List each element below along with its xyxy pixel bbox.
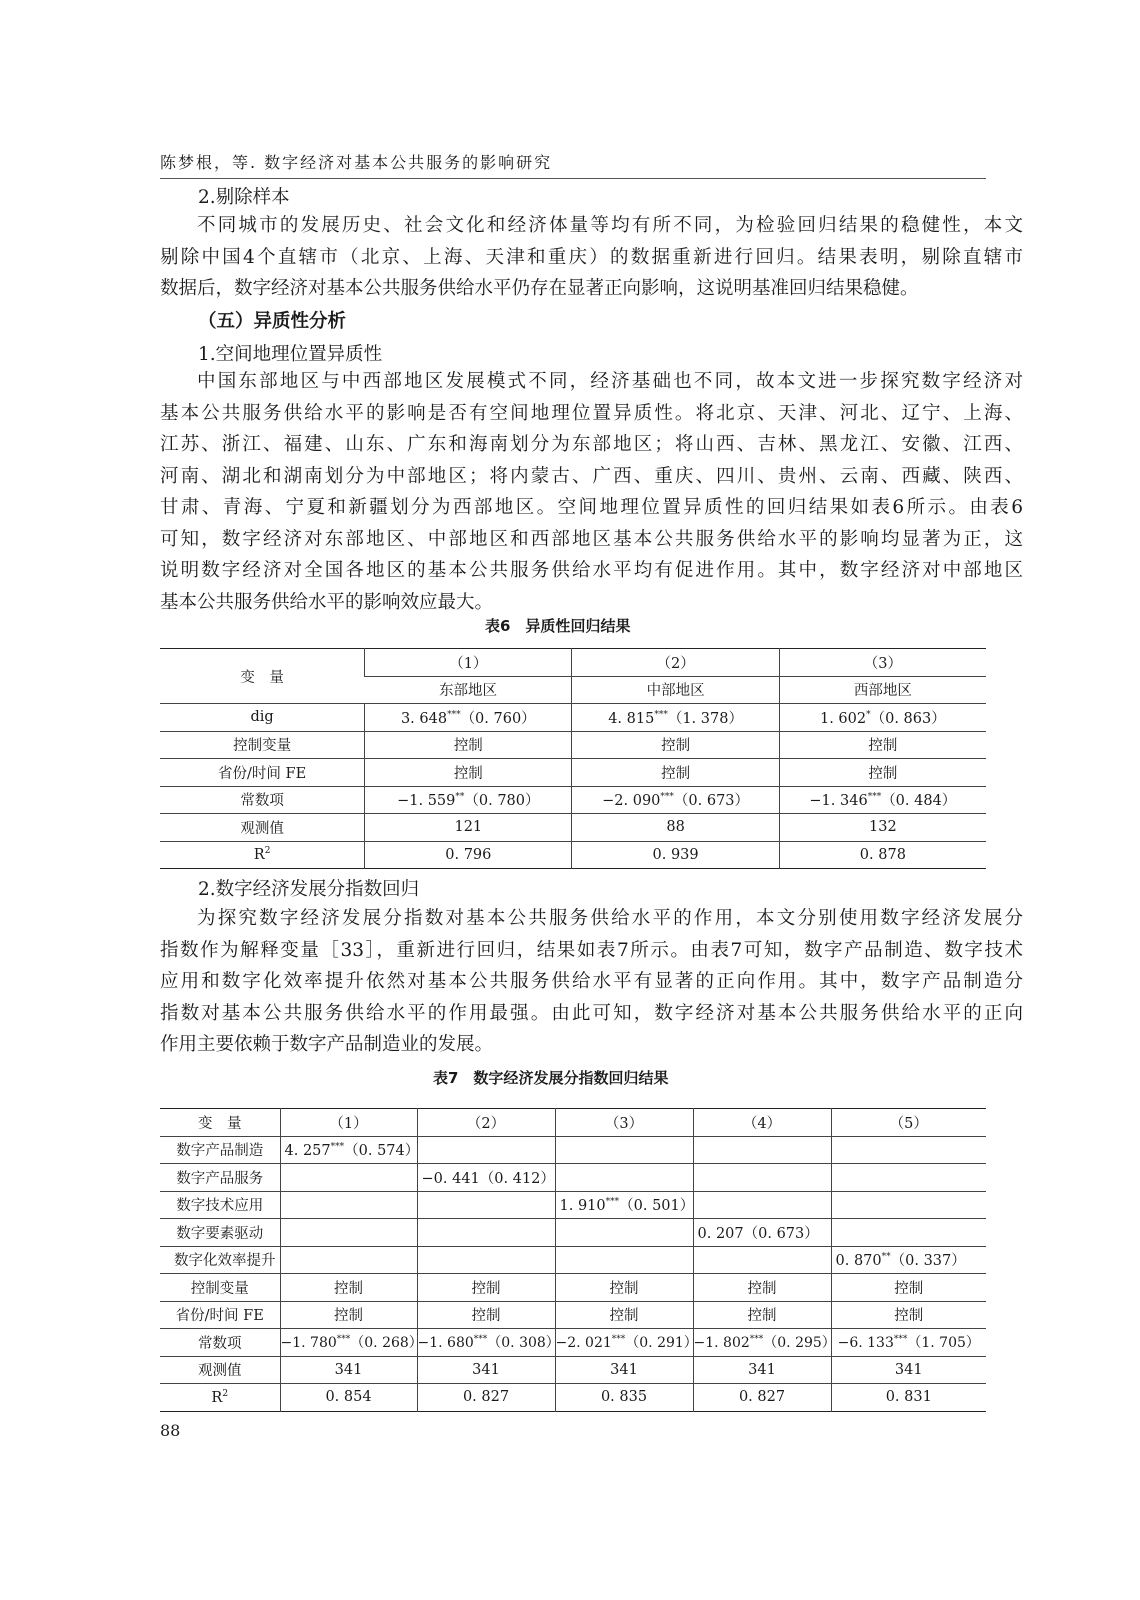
cell-se: （0. 337） <box>890 1253 966 1270</box>
cell-value: −1. 780 <box>280 1335 337 1352</box>
row-label: $R^2$ <box>211 1388 229 1406</box>
cell-se: （1. 705） <box>907 1335 980 1352</box>
table-row <box>160 1246 986 1274</box>
table-cell <box>280 1136 420 1164</box>
table-cell <box>572 731 779 759</box>
table-row <box>160 841 986 869</box>
column-name: 西部地区 <box>779 676 986 704</box>
cell-value: 1. 602 <box>819 710 867 727</box>
table-cell <box>779 841 986 869</box>
table-cell <box>555 1191 693 1219</box>
table-cell: 0. 831 <box>831 1384 986 1412</box>
cell-value: 88 <box>666 819 685 836</box>
significance-stars: *** <box>605 1197 620 1208</box>
table-cell <box>417 1246 555 1274</box>
table-cell <box>555 1246 693 1274</box>
table-cell: 341 <box>417 1356 555 1384</box>
table-row <box>160 1274 986 1302</box>
paragraph-line: 江苏、浙江、福建、山东、广东和海南划分为东部地区；将山西、吉林、黑龙江、安徽、江西、 <box>160 434 1023 455</box>
paragraph-line: 说明数字经济对全国各地区的基本公共服务供给水平均有促进作用。其中，数字经济对中部地区 <box>160 560 1023 581</box>
table-cell <box>280 1219 417 1247</box>
significance-stars: * <box>866 709 871 720</box>
table-cell <box>572 704 779 732</box>
significance-stars: *** <box>330 1142 345 1153</box>
table-cell <box>693 1329 836 1357</box>
cell-se: （0. 295） <box>763 1335 836 1352</box>
table-cell <box>779 814 986 842</box>
table-cell: 0. 827 <box>693 1384 831 1412</box>
table-header-row <box>160 1109 986 1137</box>
table-cell <box>693 1191 831 1219</box>
table-cell <box>693 1136 831 1164</box>
var-header: 变 量 <box>160 649 365 704</box>
column-name: 中部地区 <box>572 676 779 704</box>
table-cell <box>572 814 779 842</box>
cell-value: 3. 648 <box>400 710 448 727</box>
cell-value: −1. 680 <box>417 1335 474 1352</box>
cell-se: （0. 501） <box>619 1198 695 1215</box>
row-label: 数字技术应用 <box>160 1191 280 1219</box>
table-cell <box>779 704 986 732</box>
superscript: 2 <box>222 1388 229 1399</box>
row-label: 常数项 <box>160 786 365 814</box>
cell-value: 控制 <box>453 765 483 782</box>
paragraph-line: 指数作为解释变量［33］，重新进行回归，结果如表7所示。由表7可知，数字产品制造、数字技术 <box>160 939 1023 961</box>
subsection-title-exclude-sample: 2.剔除样本 <box>198 187 290 208</box>
table-cell <box>555 1329 698 1357</box>
significance-stars: *** <box>473 1334 488 1345</box>
table-cell <box>555 1136 693 1164</box>
cell-value: −0. 441 <box>421 1170 480 1187</box>
table-cell <box>555 1219 693 1247</box>
cell-value: 控制 <box>868 765 898 782</box>
paragraph-line: 为探究数字经济发展分指数对基本公共服务供给水平的作用，本文分别使用数字经济发展分 <box>197 908 1023 929</box>
significance-stars: *** <box>336 1334 351 1345</box>
cell-se: （0. 673） <box>743 1225 819 1242</box>
table-cell: 341 <box>555 1356 693 1384</box>
running-header: 陈梦根，等. 数字经济对基本公共服务的影响研究 <box>160 150 986 179</box>
cell-value: 121 <box>454 819 483 836</box>
table-cell <box>693 1164 831 1192</box>
table-cell <box>417 1136 555 1164</box>
table-cell: 控制 <box>831 1301 986 1329</box>
table-cell: 0. 827 <box>417 1384 555 1412</box>
table-cell <box>779 759 986 787</box>
column-name: 东部地区 <box>365 676 572 704</box>
significance-stars: *** <box>867 792 882 803</box>
superscript: 2 <box>264 846 271 857</box>
row-label: 数字要素驱动 <box>160 1219 280 1247</box>
cell-value: 1. 910 <box>559 1198 606 1215</box>
table-cell <box>831 1164 986 1192</box>
paragraph-spatial <box>160 366 1023 618</box>
row-label: 控制变量 <box>160 731 365 759</box>
significance-stars: *** <box>893 1334 908 1345</box>
table-cell: 0. 835 <box>555 1384 693 1412</box>
cell-value: −2. 021 <box>555 1335 612 1352</box>
table-cell: 341 <box>693 1356 831 1384</box>
table-cell: 控制 <box>280 1301 417 1329</box>
page-number: 88 <box>160 1421 181 1440</box>
table-cell <box>417 1164 555 1192</box>
cell-value: −1. 802 <box>693 1335 750 1352</box>
table-cell <box>365 731 572 759</box>
table-row <box>160 814 986 842</box>
cell-value: 0. 878 <box>859 846 906 863</box>
table-cell: 控制 <box>831 1274 986 1302</box>
table-cell <box>572 759 779 787</box>
column-number: （2） <box>572 649 779 677</box>
table-row <box>160 1356 986 1384</box>
table-header-row <box>160 649 986 677</box>
table-cell: 控制 <box>555 1274 693 1302</box>
table-cell <box>779 731 986 759</box>
paragraph-line: 中国东部地区与中西部地区发展模式不同，经济基础也不同，故本文进一步探究数字经济对 <box>197 371 1023 392</box>
paragraph-subindex <box>160 903 1023 1061</box>
table6-caption: 表6 异质性回归结果 <box>485 617 631 635</box>
row-label: 数字产品服务 <box>160 1164 280 1192</box>
cell-value: 4. 257 <box>284 1143 331 1160</box>
table-row <box>160 1136 986 1164</box>
table-cell <box>831 1136 986 1164</box>
paragraph-line: 数据后，数字经济对基本公共服务供给水平仍存在显著正向影响，这说明基准回归结果稳健。 <box>160 278 919 299</box>
cell-se: （0. 291） <box>625 1335 698 1352</box>
table-cell: 控制 <box>693 1274 831 1302</box>
column-number: （4） <box>693 1109 831 1137</box>
table-row <box>160 704 986 732</box>
table6 <box>160 648 986 869</box>
table-row <box>160 1219 986 1247</box>
table-cell <box>693 1246 831 1274</box>
table-row <box>160 1329 986 1357</box>
row-label: 省份/时间 FE <box>160 1301 280 1329</box>
row-label: $R^2$ <box>253 846 271 864</box>
significance-stars: *** <box>654 709 668 720</box>
cell-se: （0. 412） <box>479 1170 555 1187</box>
paragraph-line: 甘肃、青海、宁夏和新疆划分为西部地区。空间地理位置异质性的回归结果如表6所示。由表6 <box>160 497 1023 518</box>
table-cell <box>365 759 572 787</box>
significance-stars: ** <box>455 792 465 803</box>
cell-value: 控制 <box>661 765 691 782</box>
table-cell: 控制 <box>555 1301 693 1329</box>
table-row <box>160 1164 986 1192</box>
cell-value: −1. 346 <box>809 793 868 810</box>
table-cell <box>417 1329 560 1357</box>
table-cell: 控制 <box>417 1274 555 1302</box>
column-number: （1） <box>365 649 572 677</box>
table-cell: 控制 <box>417 1301 555 1329</box>
cell-value: −6. 133 <box>837 1335 894 1352</box>
column-number: （3） <box>779 649 986 677</box>
table-row <box>160 786 986 814</box>
row-label: 常数项 <box>160 1329 280 1357</box>
cell-value: 4. 815 <box>608 710 655 727</box>
paragraph-robustness <box>160 210 1023 305</box>
paragraph-line: 指数对基本公共服务供给水平的作用最强。由此可知，数字经济对基本公共服务供给水平的正向 <box>160 1002 1023 1024</box>
table-cell <box>365 814 572 842</box>
table7 <box>160 1108 986 1412</box>
significance-stars: ** <box>881 1252 891 1263</box>
cell-se: （0. 673） <box>673 793 750 810</box>
cell-value: 0. 207 <box>697 1225 744 1242</box>
paragraph-line: 不同城市的发展历史、社会文化和经济体量等均有所不同，为检验回归结果的稳健性，本文 <box>197 215 1023 236</box>
paragraph-line: 应用和数字化效率提升依然对基本公共服务供给水平有显著的正向作用。其中，数字产品制造分 <box>160 971 1023 992</box>
table-cell <box>831 1329 986 1357</box>
cell-se: （0. 268） <box>350 1335 423 1352</box>
column-number: （1） <box>280 1109 417 1137</box>
table-cell <box>280 1191 417 1219</box>
table-row <box>160 759 986 787</box>
cell-se: （1. 378） <box>667 710 743 727</box>
row-label: 数字化效率提升 <box>160 1246 280 1274</box>
table-cell <box>831 1191 986 1219</box>
significance-stars: *** <box>611 1334 626 1345</box>
row-label: 控制变量 <box>160 1274 280 1302</box>
cell-value: 0. 796 <box>445 846 492 863</box>
row-label: 观测值 <box>160 1356 280 1384</box>
significance-stars: *** <box>749 1334 764 1345</box>
cell-value: 0. 870 <box>835 1253 882 1270</box>
table-cell <box>779 786 986 814</box>
table-row <box>160 1191 986 1219</box>
significance-stars: *** <box>660 792 674 803</box>
column-number: （2） <box>417 1109 555 1137</box>
cell-se: （0. 308） <box>487 1335 560 1352</box>
row-label: 数字产品制造 <box>160 1136 280 1164</box>
table-row <box>160 1301 986 1329</box>
cell-value: 控制 <box>453 738 483 755</box>
column-number: （5） <box>831 1109 986 1137</box>
table-cell <box>417 1219 555 1247</box>
table-cell <box>831 1246 986 1274</box>
cell-se: （0. 780） <box>464 793 540 810</box>
table-cell <box>365 786 572 814</box>
cell-se: （0. 574） <box>344 1143 420 1160</box>
paragraph-line: 可知，数字经济对东部地区、中部地区和西部地区基本公共服务供给水平的影响均显著为正，这 <box>160 528 1023 550</box>
table-cell <box>417 1191 555 1219</box>
subsection-title-spatial: 1.空间地理位置异质性 <box>198 344 383 365</box>
cell-se: （0. 760） <box>460 710 536 727</box>
significance-stars: *** <box>447 709 461 720</box>
paragraph-line: 基本公共服务供给水平的影响效应最大。 <box>160 591 494 613</box>
row-label: 省份/时间 FE <box>160 759 365 787</box>
paragraph-line: 河南、湖北和湖南划分为中部地区；将内蒙古、广西、重庆、四川、贵州、云南、西藏、陕西、 <box>160 465 1023 487</box>
column-number: （3） <box>555 1109 693 1137</box>
table-cell <box>280 1246 417 1274</box>
table-cell <box>280 1164 417 1192</box>
table-cell <box>572 841 779 869</box>
table-cell: 341 <box>831 1356 986 1384</box>
row-label: dig <box>160 704 365 732</box>
cell-value: 控制 <box>868 738 898 755</box>
table-cell: 0. 854 <box>280 1384 417 1412</box>
table-cell: 341 <box>280 1356 417 1384</box>
table-cell <box>365 704 572 732</box>
table-cell <box>693 1219 831 1247</box>
cell-se: （0. 863） <box>870 710 946 727</box>
cell-se: （0. 484） <box>881 793 957 810</box>
table-cell <box>365 841 572 869</box>
cell-value: 132 <box>869 819 897 836</box>
table-cell <box>572 786 779 814</box>
section-title-heterogeneity: （五）异质性分析 <box>198 311 347 332</box>
table7-caption: 表7 数字经济发展分指数回归结果 <box>433 1069 669 1087</box>
row-label: 观测值 <box>160 814 365 842</box>
cell-value: −1. 559 <box>397 793 456 810</box>
cell-value: 控制 <box>661 738 691 755</box>
cell-value: 0. 939 <box>652 846 699 863</box>
table-cell <box>555 1164 693 1192</box>
var-header: 变 量 <box>160 1109 280 1137</box>
paragraph-line: 剔除中国4个直辖市（北京、上海、天津和重庆）的数据重新进行回归。结果表明，剔除直辖市 <box>160 246 1023 268</box>
table-cell <box>280 1329 423 1357</box>
table-row <box>160 731 986 759</box>
paragraph-line: 作用主要依赖于数字产品制造业的发展。 <box>160 1034 494 1055</box>
table-cell: 控制 <box>280 1274 417 1302</box>
table-cell: 控制 <box>693 1301 831 1329</box>
cell-value: −2. 090 <box>602 793 661 810</box>
paragraph-line: 基本公共服务供给水平的影响是否有空间地理位置异质性。将北京、天津、河北、辽宁、上海、 <box>160 402 1023 424</box>
subsection-title-subindex: 2.数字经济发展分指数回归 <box>198 879 420 900</box>
table-cell <box>831 1219 986 1247</box>
table-row <box>160 1384 986 1412</box>
